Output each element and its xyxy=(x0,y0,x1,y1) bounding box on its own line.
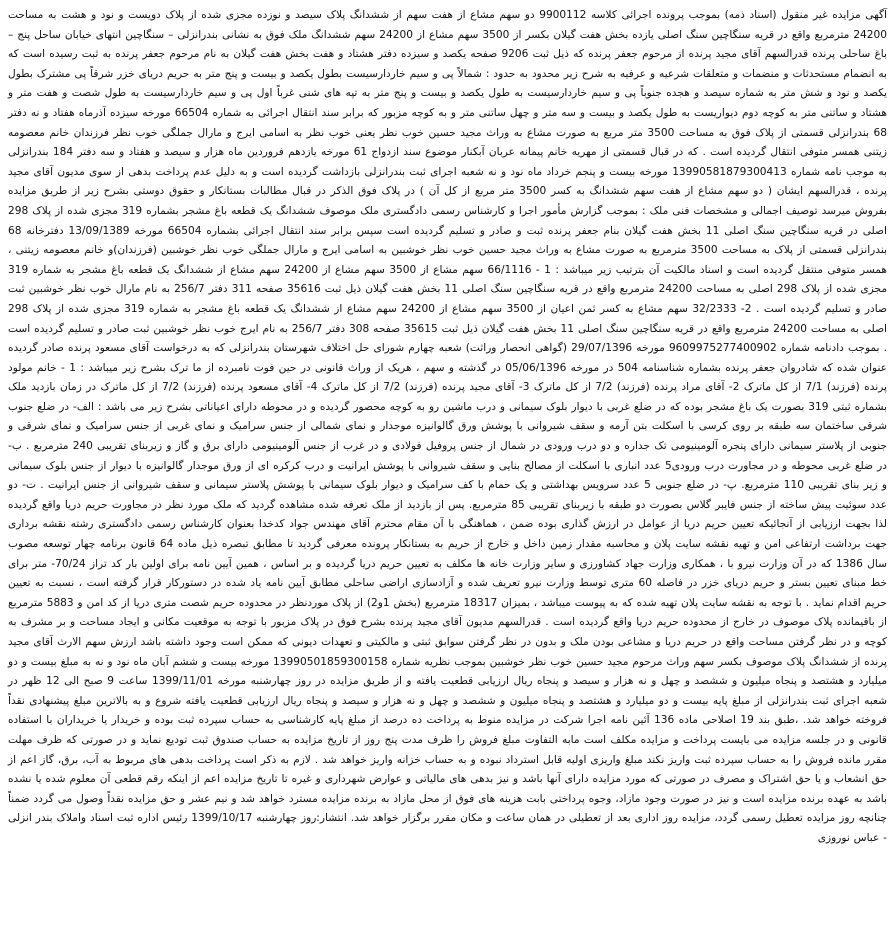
auction-notice-text: آگهی مزایده غیر منقول (اسناد ذمه) بموجب پرونده اجرائی کلاسه 9900112 دو سهم مشاع از هفت سهم از ششدانگ پلاک سیصد و نوزده مجزی شده از پلاک دویست و نود و هشت به مساحت 24200 مترمربع واقع در قریه سنگاچین سنگ اصلی یازده بخش هفت گیلان بکسر از 3500 سهم مشاع از 24200 سهم ششدانگ ملک فوق به نشانی بندرانزلی – سنگاچین انتهای خیابان ساحل پنج – باغ ساحلی پرنده قدرالسهم آقای مجید پرنده از مرحوم جعفر پرنده که ذیل ثبت 9206 صفحه یکصد و سیزده دفتر هشتاد و هفت بخش هفت گیلان به نام مرحوم جعفر پرنده به ثبت رسیده است که به انضمام مستحدثات و منضمات و متعلقات شرعیه و عرفیه به شرح زیر محدود به حدود : شمالاً پی و سیم خاردارسیست بطول یکصد و بیست و پنج متر به حریم دریای خزر شرقاً پی مشترک بطول یکصد و نود و شش متر به شماره سیصد و هجده جنوباً پی و سیم خاردارسیست به طول یکصد و بیست و پنج متر به تپه های شنی غرباً اول پی و سیم خاردارسیست به طول شصت و هفت متر و هشتاد و ساتنی متر به کوچه دوم دیواریست به طول یکصد و بیست و سه متر و چهل ساتنی متر و به کوچه مزبور که برابر سند انتقال اجرائی به شماره 66504 مورخه سیزده آذرماه هفتاد و نه دفتر 68 بندرانزلی قسمتی از پلاک فوق به مساحت 3500 متر مربع به صورت مشاع به وراث مجید حسین خوب نظر یعنی خوب نظر به اسامی ایرج و مارال جملگی خوب نظر فرزندان خانم معصومه زیتنی همسر متوفی انتقال گردیده است . که در قبال قسمتی از مهریه خانم پیمانه عربان آبکنار موضوع سند ازدواج 61 مورخه یازدهم فروردین ماه هزار و سیصد و هفتاد و سه دفتر 184 بندرانزلی به موجب نامه شماره 13990581879300413 مورخه بیست و پنجم خرداد ماه نود و نه شعبه اجرای ثبت بندرانزلی بازداشت گردیده است و به دلیل عدم پرداخت بدهی از سوی مدیون آقای مجید پرنده ، قدرالسهم ایشان ( دو سهم مشاع از هفت سهم ششدانگ به کسر 3500 متر مربع از کل آن ) در پلاک فوق الذکر در قبال مطالبات بستانکار و حقوق دوستی بشرح زیر از طریق مزایده بفروش میرسد توصیف اجمالی و مشخصات فنی ملک : بموجب گزارش مأمور اجرا و کارشناس رسمی دادگستری ملک موصوف ششدانگ یک قطعه باغ مشجر بشماره 319 مجزی شده از پلاک 298 اصلی در قریه سنگاچین سنگ اصلی 11 بخش هفت گیلان بنام جعفر پرنده ثبت و صادر و تسلیم گردیده است سپس برابر سند انتقال اجرائی بشماره 66504 مورخه 13/09/1389 دفترخانه 68 بندرانزلی قسمتی از پلاک به مساحت 3500 مترمربع به صورت مشاع به وراث مجید حسین خوب نظر خوشبین به اسامی ایرج و مارال جملگی خوب نظر خوشبین (فرزندان)و خانم معصومه زیتنی ، همسر متوفی منتقل گردیده است و اسناد مالکیت آن بترتیب زیر میباشد : 1 - 66/1116 سهم مشاع از 3500 سهم مشاع از 24200 سهم مشاع از ششدانگ یک قطعه باغ مشجر به شماره 319 مجزی شده از پلاک 298 اصلی به مساحت 24200 مترمربع واقع در قریه سنگاچین سنگ اصلی 11 بخش هفت گیلان ذیل ثبت 35616 صفحه 311 دفتر 256/7 به نام مارال خوب نظر خوشبین ثبت صادر و تسلیم گردیده است . 2- 32/2333 سهم مشاع به کسر ثمن اعیان از 3500 سهم مشاع از 24200 سهم مشاع از ششدانگ یک قطعه باغ مشجر به شماره 319 مجزی شده از پلاک 298 اصلی به مساحت 24200 مترمربع واقع در قریه سنگاچین سنگ اصلی 11 بخش هفت گیلان ذیل ثبت 35615 صفحه 308 دفتر 256/7 به نام ایرج خوب نظر خوشبین ثبت صادر و تسلیم گردیده است . بموجب دادنامه شماره 9609975277400902 مورخه 29/07/1396 (گواهی انحصار وراثت) شعبه چهارم شورای حل اختلاف شهرستان بندرانزلی که به درخواست آقای مسعود پرنده صادر گردیده عنوان شده که شادروان جعفر پرنده بشماره شناسنامه 504 در مورخه 05/06/1396 در گذشته و سهم ، هریک از وراث قانونی در حین فوت نامبرده از ما ترک بشرح زیر میباشد : 1 - خانم مولود پرنده (فرزند) 7/1 از کل ماترک 2- آقای مراد پرنده (فرزند) 7/2 از کل ماترک 3- آقای مجید پرنده (فرزند) 7/2 از کل ماترک 4- آقای مسعود پرنده (فرزند) 7/2 از کل ماترک در زمان بازدید ملک بشماره ثبتی 319 بصورت یک باغ مشجر بوده که در ضلع غربی با دیوار بلوک سیمانی و درب ماشین رو به کوچه محصور گردیده و در محوطه دارای اعیاناتی بشرح زیر می باشد : الف- در ضلع جنوب شرقی ساختمان سه طبقه بر روی کرسی با اسکلت بتن آرمه و سقف شیروانی با پوشش ورق گالوانیزه موجدار و نمای شمالی از جنس سرامیک و نمای غربی از جنس سرامیک و نمای شرقی و جنوبی از پلاستر سیمانی دارای پنجره آلومینیومی تک جداره و دو درب ورودی در شمال از جنس پروفیل فولادی و در غرب از جنس آلومینیومی دارای برق و گاز و زیربنای تقریبی 240 مترمربع . ب- در ضلع غربی محوطه و در مجاورت درب ورودی5 عدد انباری با اسکلت از مصالح بنایی و سقف شیروانی با پوشش ایرانیت و درب کرکره ای از ورق موجدار گالوانیزه با دیوار از جنس بلوک سیمانی و زیر بنای تقریبی 110 مترمربع. پ- در ضلع جنوبی 5 عدد سرویس بهداشتی و یک حمام با کف سرامیک و دیوار بلوک سیمانی با پوشش پلاستر سیمانی و سقف شیروانی از جنس ایرانیت . ت- دو عدد سوئیت پیش ساخته از جنس فایبر گلاس بصورت دو طبقه با زیربنای تقریبی 85 مترمربع. پس از بازدید از ملک تعرفه شده مشاهده گردید که ملک مورد نظر در مجاورت حریم دریا واقع گردیده لذا بجهت ارزیابی از آنجائیکه تعیین حریم دریا از عوامل در ارزش گذاری بوده ضمن ، هماهنگی با آن مقام محترم آقای مهندس جواد کدخدا بعنوان کارشناس رسمی دادگستری رشته نقشه برداری جهت برداشت ارتفاعی امن و تهیه نقشه سایت پلان و محاسبه مقدار زمین داخل و خارج از حریم به بستانکار پرونده معرفی گردید تا مطابق تبصره ذیل ماده 64 قانون برنامه چهار توسعه مصوب سال 1386 که در آن وزارت نیرو با ، همکاری وزارت جهاد کشاورزی و سایر وزارت خانه ها مکلف به تعیین حریم دریا گردیده و بر اساس ، همین آیین نامه برای اولین بار کد تراز 70/24- متر برای خط مبنای تعیین بستر و حریم دریای خزر در فاصله 60 متری توسط وزارت نیرو تعریف شده و آزادسازی اراضی ساحلی مطابق آیین نامه یاد شده در دستورکار قرار گرفته است ، نسبت به تعیین حریم اقدام نماید . با توجه به نقشه سایت پلان تهیه شده که به پیوست میباشد ، بمیزان 18317 مترمربع (بخش 1و2) از پلاک موردنظر در محدوده حریم شصت متری دریا از کد امن و 5883 مترمربع از باقیمانده پلاک موصوف در خارج از محدوده حریم دریا واقع گردیده است . قدرالسهم مدیون آقای مجید پرنده بشرح فوق در پلاک مزبور با توجه به موقعیت مکانی و ایجاد مساحت و بر مشرف به کوچه و در نظر گرفتن مساحت واقع در حریم دریا و مشاعی بودن ملک و بدون در نظر گرفتن سوابق ثبتی و مالکیتی و تعهدات دیونی که ممکن است وجود داشته باشد ارزش سهم الارث آقای مجید پرنده از ششدانگ پلاک موصوف بکسر سهم وراث مرحوم مجید حسین خوب نظر خوشبین بموجب نظریه شماره 13990501859300158 مورخه بیست و ششم آبان ماه نود و نه به مبلغ بیست و دو میلیارد و هشتصد و پنجاه میلیون و ششصد و چهل و نه هزار و سیصد و پنجاه ریال ارزیابی قطعیت یافته و از طریق مزایده در روز چهارشنبه مورخه 1399/11/01 ساعت 9 صبح الی 12 ظهر در شعبه اجرای ثبت بندرانزلی از مبلغ پایه بیست و دو میلیارد و هشتصد و پنجاه میلیون و ششصد و چهل و نه هزار و سیصد و پنجاه ریال ارزیابی قطعیت یافته شروع و به بالاترین مبلغ پیشنهادی نقداً فروخته خواهد شد. ،طبق بند 19 اصلاحی ماده 136 آئین نامه اجرا شرکت در مزایده منوط به پرداخت ده درصد از مبلغ پایه کارشناسی به حساب سپرده ثبت بوده و خریدار یا خریداران با استفاده قانونی و در جلسه مزایده می بایست پرداخت و مزایده مکلف است مابه التفاوت مبلغ فروش را ظرف مدت پنج روز از تاریخ مزایده به حساب صندوق ثبت تودیع نماید و در صورتی که ظرف مهلت مقرر مانده فروش را به حساب سپرده ثبت واریز نکند مبلغ واریزی اولیه قابل استرداد نبوده و به حساب خزانه واریز خواهد شد . لازم به ذکر است پرداخت بدهی های مربوط به آب، برق، گاز اعم از حق انشعاب و یا حق اشتراک و مصرف در صورتی که مورد مزایده دارای آنها باشد و نیز بدهی های مالیاتی و عوارض شهرداری و غیره تا تاریخ مزایده اعم از اینکه رقم قطعی آن معلوم شده یا نشده باشد به عهده برنده مزایده است و نیز در صورت وجود مازاد، وجوه پرداختی بابت هزینه های فوق از محل مازاد به برنده مزایده مسترد خواهد شد و نیم عشر و حق مزایده نقداً وصول می گردد ضمناً چنانچه روز مزایده تعطیل رسمی گردد، مزایده روز اداری بعد از تعطیلی در همان ساعت و مکان مقرر برگزار خواهد شد. انتشار:روز چهارشنبه 1399/10/17 رئیس اداره ثبت اسناد واملاک بندر انزلی - عباس نوروزی xyxy=(8,9,888,844)
